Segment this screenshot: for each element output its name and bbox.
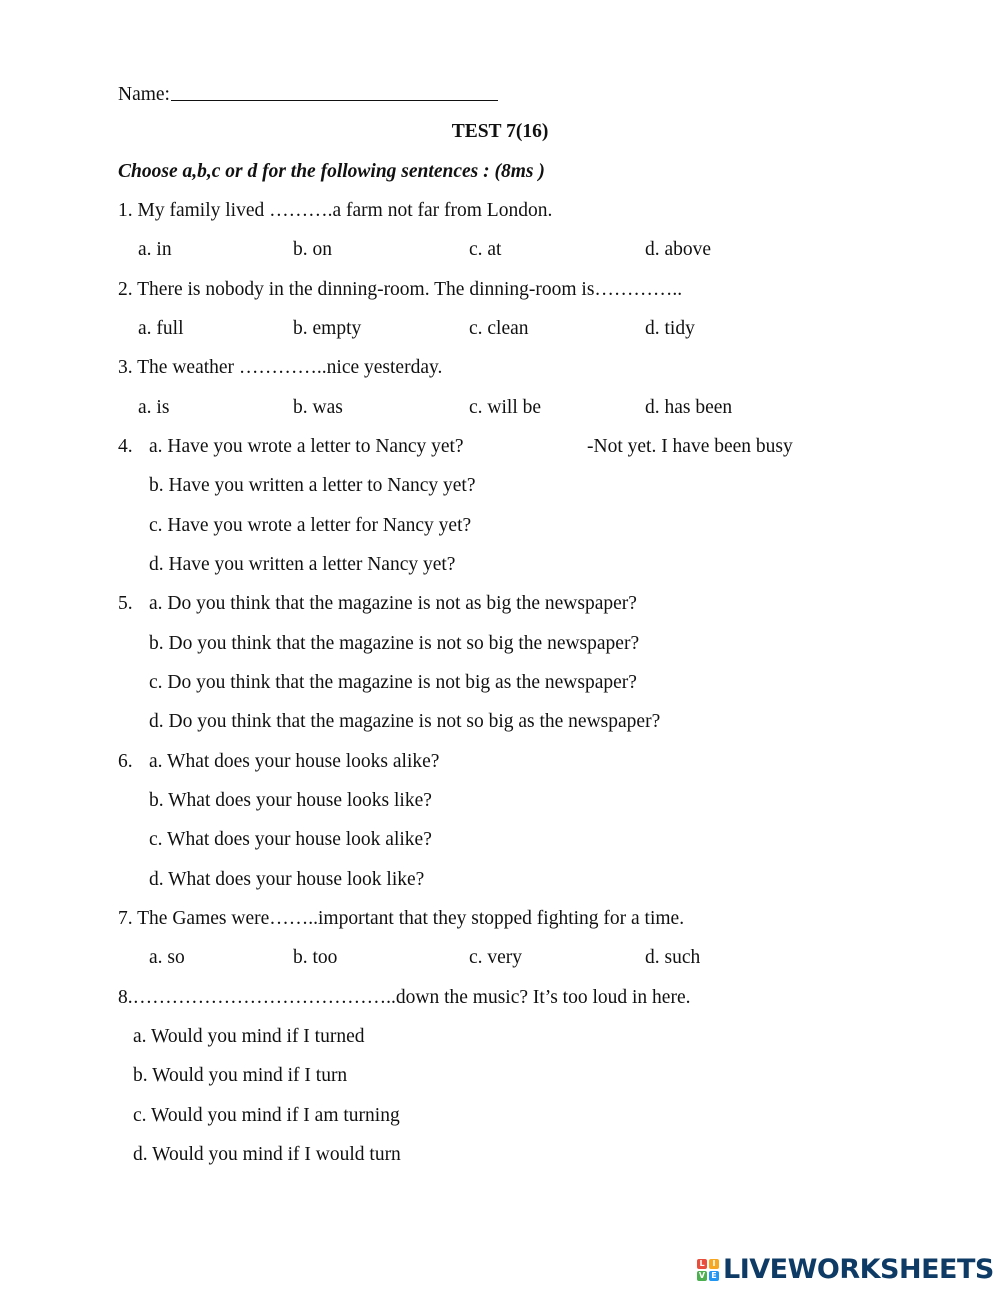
q2-option-a[interactable]: a. full	[138, 318, 184, 339]
q5-option-a[interactable]: a. Do you think that the magazine is not as big the newspaper?	[149, 593, 637, 614]
logo-square-v: V	[698, 1271, 706, 1280]
question-2-stem: 2. There is nobody in the dinning-room. The dinning-room is…………..	[118, 279, 683, 300]
q8-option-d[interactable]: d. Would you mind if I would turn	[133, 1144, 401, 1165]
q1-option-d[interactable]: d. above	[645, 239, 712, 260]
logo-mark-icon	[697, 1259, 719, 1281]
q5-option-b[interactable]: b. Do you think that the magazine is not so big the newspaper?	[149, 633, 640, 654]
q6-option-b[interactable]: b. What does your house looks like?	[149, 790, 432, 811]
name-underline[interactable]	[171, 80, 498, 101]
q7-option-a[interactable]: a. so	[149, 947, 185, 968]
q3-option-a[interactable]: a. is	[138, 397, 170, 418]
q2-option-b[interactable]: b. empty	[293, 318, 362, 339]
q1-option-c[interactable]: c. at	[469, 239, 502, 260]
question-5-number: 5.	[118, 593, 133, 614]
q6-option-a[interactable]: a. What does your house looks alike?	[149, 751, 440, 772]
q7-option-c[interactable]: c. very	[469, 947, 523, 968]
question-8-stem: 8.…………………………………..down the music? It’s too loud in here.	[118, 987, 691, 1008]
q4-response: -Not yet. I have been busy	[587, 436, 793, 457]
question-7-stem: 7. The Games were……..important that they stopped fighting for a time.	[118, 908, 685, 929]
q5-option-d[interactable]: d. Do you think that the magazine is not so big as the newspaper?	[149, 711, 661, 732]
q1-option-a[interactable]: a. in	[138, 239, 172, 260]
q6-option-d[interactable]: d. What does your house look like?	[149, 869, 425, 890]
logo-square-l: L	[697, 1259, 707, 1269]
q4-option-c[interactable]: c. Have you wrote a letter for Nancy yet?	[149, 515, 472, 536]
q7-option-b[interactable]: b. too	[293, 947, 338, 968]
q8-option-c[interactable]: c. Would you mind if I am turning	[133, 1105, 400, 1126]
q7-option-d[interactable]: d. such	[645, 947, 701, 968]
q8-option-a[interactable]: a. Would you mind if I turned	[133, 1026, 365, 1047]
q5-option-c[interactable]: c. Do you think that the magazine is not big as the newspaper?	[149, 672, 637, 693]
name-label: Name:	[118, 84, 170, 105]
q4-option-b[interactable]: b. Have you written a letter to Nancy yet?	[149, 475, 476, 496]
logo-square-i: I	[709, 1259, 719, 1269]
question-6-number: 6.	[118, 751, 133, 772]
q4-option-a[interactable]: a. Have you wrote a letter to Nancy yet?	[149, 436, 464, 457]
question-3-stem: 3. The weather …………..nice yesterday.	[118, 357, 443, 378]
q6-option-c[interactable]: c. What does your house look alike?	[149, 829, 432, 850]
q3-option-c[interactable]: c. will be	[469, 397, 542, 418]
logo-square-e: E	[709, 1271, 719, 1281]
q3-option-b[interactable]: b. was	[293, 397, 343, 418]
name-line	[118, 80, 498, 107]
q4-option-d[interactable]: d. Have you written a letter Nancy yet?	[149, 554, 456, 575]
instructions: Choose a,b,c or d for the following sentences : (8ms )	[118, 161, 545, 182]
logo-text: LIVEWORKSHEETS	[723, 1254, 994, 1285]
liveworksheets-logo	[697, 1254, 994, 1286]
page-title: TEST 7(16)	[451, 121, 549, 142]
q2-option-d[interactable]: d. tidy	[645, 318, 695, 339]
q8-option-b[interactable]: b. Would you mind if I turn	[133, 1065, 348, 1086]
q1-option-b[interactable]: b. on	[293, 239, 332, 260]
q2-option-c[interactable]: c. clean	[469, 318, 529, 339]
question-4-number: 4.	[118, 436, 133, 457]
q3-option-d[interactable]: d. has been	[645, 397, 733, 418]
question-1-stem: 1. My family lived ……….a farm not far from London.	[118, 200, 553, 221]
